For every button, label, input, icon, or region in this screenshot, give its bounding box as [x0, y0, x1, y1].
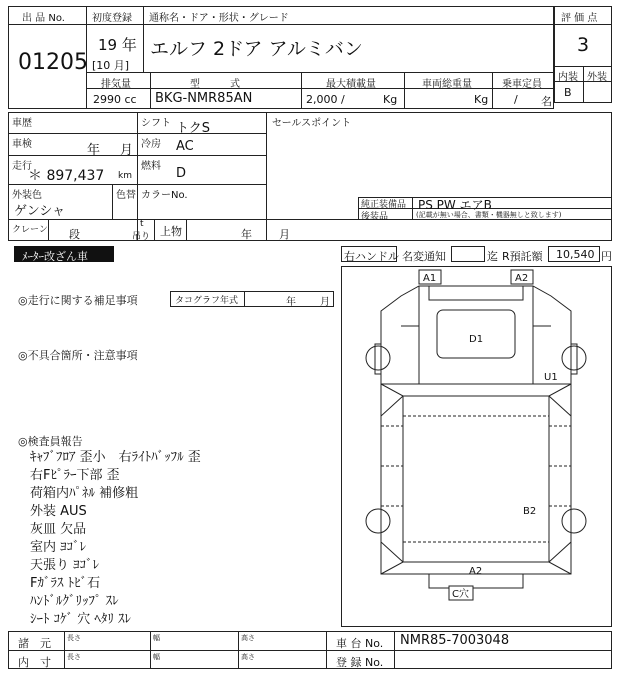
- aftermarket-label: 後装品: [361, 212, 389, 222]
- mark-u1: U1: [544, 372, 558, 383]
- r-fee-unit: 円: [601, 250, 612, 263]
- crane-lift-bottom: 吊り: [132, 232, 151, 242]
- interior-dims-label: 内 寸: [18, 656, 51, 669]
- first-reg-month: [10 月]: [92, 59, 130, 72]
- fuel-value: D: [176, 166, 187, 181]
- defects-title: ◎不具合箇所・注意事項: [18, 349, 138, 362]
- aircon-value: AC: [176, 139, 194, 154]
- mark-a1: A1: [423, 273, 437, 284]
- inspector-line: ｷｬﾌﾞﾌﾛｱ 歪小 右ﾗｲﾄﾊﾞｯﾌﾙ 歪: [30, 450, 201, 465]
- supplement-title: ◎走行に関する補足事項: [18, 294, 138, 307]
- inspection-month: 月: [120, 143, 134, 158]
- mileage-unit: km: [118, 171, 132, 181]
- inspector-line: 右Fﾋﾟﾗｰ下部 歪: [30, 468, 120, 483]
- crane-lift-top: t: [140, 219, 144, 229]
- rhd-label: 右ハンドル: [344, 250, 399, 263]
- gross-weight-label: 車両総重量: [422, 79, 472, 90]
- inspection-label: 車検: [12, 139, 32, 150]
- capacity-unit: 名: [541, 95, 552, 108]
- length-label-2: 長さ: [67, 653, 81, 661]
- lot-no: 01205: [18, 50, 88, 75]
- upper-month: 月: [279, 228, 290, 241]
- length-label: 長さ: [67, 634, 81, 642]
- equipment-value: PS PW エアB: [418, 198, 492, 212]
- exterior-grade-label: 外装: [587, 72, 607, 83]
- color-code-label: カラーNo.: [141, 190, 188, 201]
- r-fee-value: 10,540: [556, 248, 595, 261]
- tachograph-year: 年: [286, 297, 296, 308]
- shift-value: トクS: [176, 121, 210, 136]
- model-name: エルフ 2ドア アルミバン: [150, 38, 363, 60]
- inspector-line: 室内 ﾖｺﾞﾚ: [30, 540, 87, 555]
- mark-b2: B2: [523, 506, 537, 517]
- type-label: 型 式: [190, 79, 240, 90]
- inspector-line: 灰皿 欠品: [30, 522, 87, 537]
- first-reg-year: 19 年: [98, 36, 137, 54]
- lot-no-label: 出 品 No.: [22, 13, 65, 24]
- model-label: 通称名・ドア・形状・グレード: [149, 13, 289, 24]
- mileage-value: ＊ 897,437: [28, 168, 105, 184]
- color-change-label: 色替: [116, 190, 136, 201]
- mark-a2-front: A2: [515, 273, 529, 284]
- chassis-value: NMR85-7003048: [400, 633, 510, 648]
- width-label-2: 幅: [153, 653, 160, 661]
- inspector-line: ﾊﾝﾄﾞﾙｸﾞﾘｯﾌﾟ ｽﾚ: [30, 594, 119, 609]
- capacity-value: /: [514, 93, 518, 106]
- equipment-label: 純正装備品: [361, 200, 407, 210]
- upper-label: 上物: [160, 225, 182, 238]
- name-change-suffix: 迄: [487, 250, 498, 263]
- displacement-label: 排気量: [101, 79, 131, 90]
- color-value: ゲンシャ: [14, 204, 66, 219]
- mark-c-hole: C穴: [452, 589, 469, 600]
- inspector-line: 天張り ﾖｺﾞﾚ: [30, 558, 100, 573]
- first-reg-label: 初度登録: [92, 13, 132, 24]
- max-load-label: 最大積載量: [326, 79, 376, 90]
- capacity-label: 乗車定員: [502, 79, 542, 90]
- height-label: 高さ: [241, 634, 255, 642]
- name-change-label: 名変通知: [402, 250, 446, 263]
- type-value: BKG-NMR85AN: [155, 91, 253, 106]
- grade-label: 評 価 点: [561, 13, 598, 24]
- mark-a2-rear: A2: [469, 566, 483, 577]
- fuel-label: 燃料: [141, 161, 161, 172]
- registration-label: 登 録 No.: [336, 656, 384, 669]
- inspection-year: 年: [87, 143, 101, 158]
- dims-label: 諸 元: [18, 637, 51, 650]
- aircon-label: 冷房: [141, 139, 161, 150]
- mileage-label: 走行: [12, 161, 32, 172]
- displacement-value: 2990 cc: [93, 93, 137, 106]
- mark-d1: D1: [469, 334, 484, 345]
- inspector-line: 外装 AUS: [30, 504, 87, 519]
- crane-label: クレーン: [12, 225, 48, 235]
- chassis-label: 車 台 No.: [336, 637, 384, 650]
- tachograph-label: タコグラフ年式: [175, 296, 239, 306]
- gross-weight-unit: Kg: [474, 93, 489, 106]
- name-change-box: [451, 246, 485, 262]
- tachograph-month: 月: [320, 297, 330, 308]
- inspector-line: ｼｰﾄ ｺｹﾞ 穴 ﾍﾀﾘ ｽﾚ: [30, 612, 132, 627]
- inspector-line: 荷箱内ﾊﾟﾈﾙ 補修粗: [30, 486, 139, 501]
- max-load-unit: Kg: [383, 93, 398, 106]
- interior-grade-label: 内装: [558, 72, 578, 83]
- aftermarket-note: (記載が無い場合、書類・機器無しと致します): [416, 211, 562, 219]
- crane-stage: 段: [69, 228, 80, 241]
- inspector-title: ◎検査員報告: [18, 435, 83, 448]
- inspector-line: Fｶﾞﾗｽ ﾄﾋﾞ石: [30, 576, 101, 591]
- history-label: 車歴: [12, 118, 32, 129]
- color-label: 外装色: [12, 190, 42, 201]
- shift-label: シフト: [141, 118, 171, 129]
- r-fee-label: R預託額: [502, 250, 543, 263]
- grade-value: 3: [577, 34, 590, 56]
- interior-grade-value: B: [564, 86, 572, 99]
- upper-year: 年: [241, 228, 252, 241]
- width-label: 幅: [153, 634, 160, 642]
- max-load-value: 2,000 /: [306, 93, 345, 106]
- height-label-2: 高さ: [241, 653, 255, 661]
- truck-diagram: [341, 266, 612, 627]
- meter-tamper-label: ﾒｰﾀｰ改ざん車: [22, 250, 88, 263]
- sales-point-label: セールスポイント: [272, 118, 352, 129]
